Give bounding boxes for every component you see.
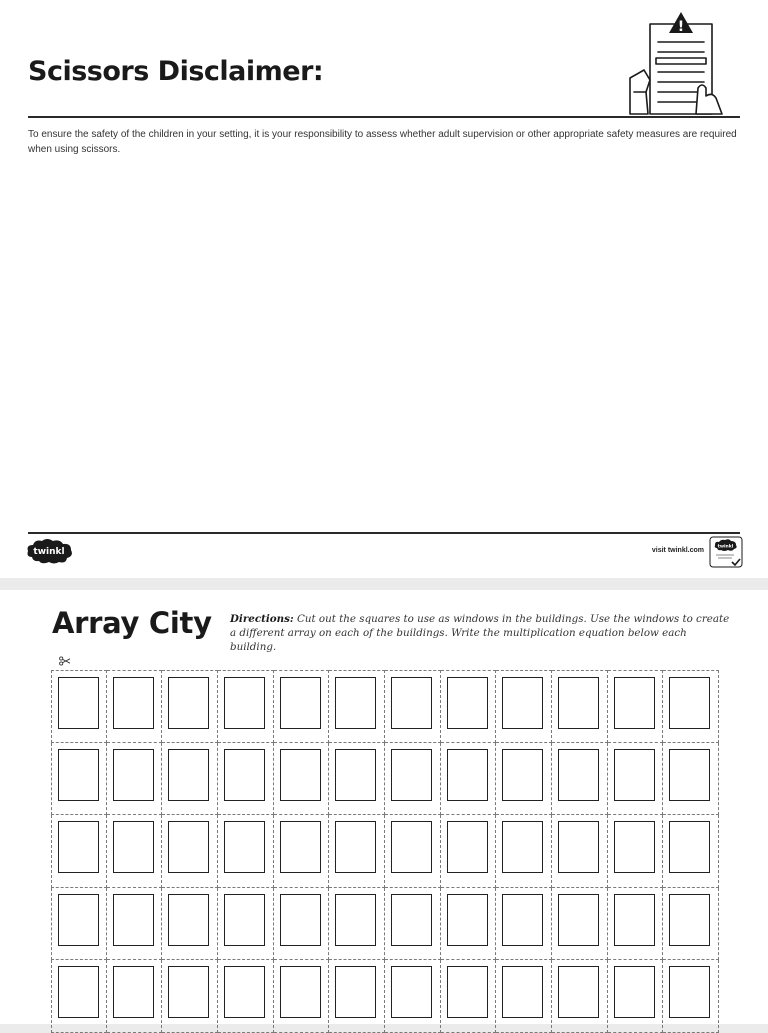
window-square <box>614 894 655 946</box>
cut-cell <box>51 670 107 743</box>
window-square <box>558 894 599 946</box>
svg-text:!: ! <box>677 19 685 35</box>
window-square <box>391 821 432 873</box>
quality-badge-icon <box>709 536 743 568</box>
cut-cell <box>441 743 497 816</box>
cut-cell <box>663 743 719 816</box>
cut-cell <box>441 960 497 1033</box>
window-square <box>58 821 99 873</box>
cut-cell <box>608 888 664 961</box>
window-square <box>391 677 432 729</box>
window-square <box>113 749 154 801</box>
worksheet-title: Array City <box>52 606 212 640</box>
cut-cell <box>385 670 441 743</box>
window-square <box>558 677 599 729</box>
window-square <box>669 894 710 946</box>
badge-text: twinkl <box>717 544 734 550</box>
window-square <box>558 966 599 1018</box>
window-square <box>614 966 655 1018</box>
window-square <box>335 677 376 729</box>
window-square <box>447 821 488 873</box>
cut-cell <box>329 670 385 743</box>
window-square <box>669 677 710 729</box>
disclaimer-text: To ensure the safety of the children in your setting, it is your responsibility to assess whether adult supervision or other appropriate safety measures are required when using scissors. <box>28 129 737 155</box>
cut-cell <box>51 960 107 1033</box>
window-square <box>168 749 209 801</box>
window-square <box>224 821 265 873</box>
cut-cell <box>162 815 218 888</box>
cut-cell <box>663 960 719 1033</box>
window-square <box>113 821 154 873</box>
window-square <box>502 749 543 801</box>
cut-cell <box>162 670 218 743</box>
window-square <box>669 749 710 801</box>
cut-cell <box>51 815 107 888</box>
window-square <box>391 894 432 946</box>
window-square <box>224 677 265 729</box>
cut-cell <box>107 960 163 1033</box>
cut-cell <box>274 670 330 743</box>
window-square <box>58 677 99 729</box>
window-square <box>502 821 543 873</box>
cut-cell <box>608 670 664 743</box>
window-square <box>58 749 99 801</box>
window-square <box>224 749 265 801</box>
cut-cell <box>218 670 274 743</box>
window-square <box>502 894 543 946</box>
cut-cell <box>162 960 218 1033</box>
cut-cell <box>385 888 441 961</box>
directions-label: Directions: <box>230 613 294 625</box>
disclaimer-title: Scissors Disclaimer: <box>28 56 324 87</box>
cut-cell <box>608 960 664 1033</box>
directions-text <box>230 612 730 654</box>
cut-cell <box>274 960 330 1033</box>
window-square <box>280 749 321 801</box>
window-square <box>58 966 99 1018</box>
window-square <box>335 821 376 873</box>
worksheet-page <box>0 590 768 1024</box>
cut-cell <box>274 815 330 888</box>
window-square <box>224 966 265 1018</box>
twinkl-logo-text: twinkl <box>33 547 65 557</box>
cut-cell <box>496 815 552 888</box>
window-square <box>113 894 154 946</box>
cut-cell <box>608 743 664 816</box>
cut-cell <box>608 815 664 888</box>
title-divider <box>28 116 740 118</box>
window-square <box>113 677 154 729</box>
cut-cell <box>329 815 385 888</box>
cut-cell <box>385 960 441 1033</box>
window-square <box>669 821 710 873</box>
window-square <box>558 821 599 873</box>
cut-out-grid <box>51 670 719 1033</box>
window-square <box>614 677 655 729</box>
cut-cell <box>162 888 218 961</box>
cut-cell <box>552 960 608 1033</box>
window-square <box>391 749 432 801</box>
cut-cell <box>552 888 608 961</box>
window-square <box>113 966 154 1018</box>
cut-cell <box>329 888 385 961</box>
window-square <box>669 966 710 1018</box>
window-square <box>447 894 488 946</box>
cut-cell <box>162 743 218 816</box>
directions-body: Cut out the squares to use as windows in the buildings. Use the windows to create a different array on each of the buildings. Write the multiplication equation below each building. <box>230 613 730 653</box>
window-square <box>558 749 599 801</box>
cut-cell <box>274 888 330 961</box>
visit-twinkl-link[interactable]: visit twinkl.com <box>651 547 704 554</box>
window-square <box>391 966 432 1018</box>
cut-cell <box>663 888 719 961</box>
window-square <box>502 677 543 729</box>
cut-cell <box>218 743 274 816</box>
window-square <box>614 749 655 801</box>
cut-cell <box>51 888 107 961</box>
cut-cell <box>441 670 497 743</box>
cut-cell <box>329 960 385 1033</box>
cut-cell <box>496 743 552 816</box>
cut-cell <box>218 960 274 1033</box>
footer-divider <box>28 532 740 534</box>
cut-cell <box>218 888 274 961</box>
cut-cell <box>385 743 441 816</box>
cut-cell <box>218 815 274 888</box>
window-square <box>447 966 488 1018</box>
cut-cell <box>329 743 385 816</box>
window-square <box>335 966 376 1018</box>
cut-cell <box>552 670 608 743</box>
cut-cell <box>441 815 497 888</box>
window-square <box>502 966 543 1018</box>
clipboard-warning-icon <box>626 8 730 120</box>
window-square <box>335 749 376 801</box>
cut-cell <box>107 888 163 961</box>
cut-cell <box>663 815 719 888</box>
cut-cell <box>496 960 552 1033</box>
window-square <box>58 894 99 946</box>
cut-cell <box>385 815 441 888</box>
window-square <box>280 894 321 946</box>
cut-cell <box>107 743 163 816</box>
window-square <box>447 677 488 729</box>
cut-cell <box>496 670 552 743</box>
cut-cell <box>107 815 163 888</box>
window-square <box>447 749 488 801</box>
window-square <box>280 677 321 729</box>
scissors-icon <box>59 656 71 666</box>
window-square <box>168 821 209 873</box>
cut-cell <box>441 888 497 961</box>
window-square <box>280 966 321 1018</box>
cut-cell <box>496 888 552 961</box>
cut-cell <box>663 670 719 743</box>
window-square <box>614 821 655 873</box>
window-square <box>224 894 265 946</box>
cut-cell <box>552 815 608 888</box>
window-square <box>335 894 376 946</box>
window-square <box>168 677 209 729</box>
window-square <box>280 821 321 873</box>
cut-cell <box>107 670 163 743</box>
cut-cell <box>274 743 330 816</box>
cut-cell <box>51 743 107 816</box>
twinkl-logo[interactable] <box>26 537 74 565</box>
window-square <box>168 894 209 946</box>
window-square <box>168 966 209 1018</box>
cut-cell <box>552 743 608 816</box>
